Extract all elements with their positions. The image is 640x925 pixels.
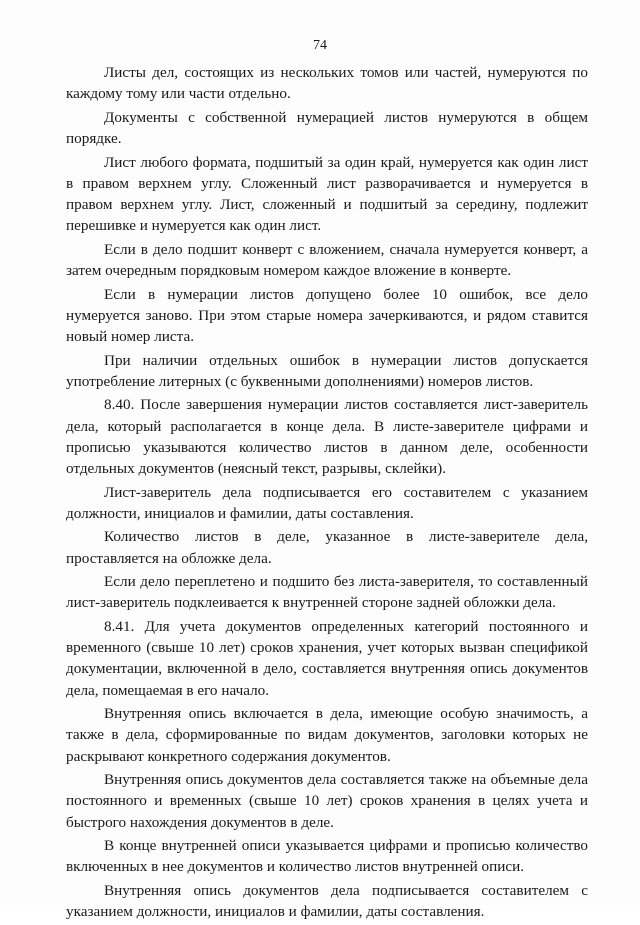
paragraph: Количество листов в деле, указанное в листе-заверителе дела, проставляется на обложке дела. bbox=[66, 528, 588, 567]
paragraph: 8.40. После завершения нумерации листов составляется лист-заверитель дела, который располагается в конце дела. В листе-заверителе цифрами и прописью указываются количество листов в данном деле, особенности отдельных документов (неясный текст, разрывы, склейки). bbox=[66, 396, 588, 477]
paragraph: В конце внутренней описи указывается цифрами и прописью количество включенных в нее документов и количество листов внутренней описи. bbox=[66, 837, 588, 876]
paragraph: Внутренняя опись документов дела составляется также на объемные дела постоянного и временных (свыше 10 лет) сроков хранения в целях учета и быстрого нахождения документов в деле. bbox=[66, 771, 588, 831]
paragraph: Если в нумерации листов допущено более 10 ошибок, все дело нумеруется заново. При этом старые номера зачеркиваются, и рядом ставится новый номер листа. bbox=[66, 285, 588, 345]
paragraph: Если в дело подшит конверт с вложением, сначала нумеруется конверт, а затем очередным порядковым номером каждое вложение в конверте. bbox=[66, 240, 588, 279]
paragraph: Если дело переплетено и подшито без листа-заверителя, то составленный лист-заверитель подклеивается к внутренней стороне задней обложки дела. bbox=[66, 573, 588, 612]
page-number: 74 bbox=[313, 38, 327, 53]
document-body bbox=[66, 62, 588, 925]
paragraph: При наличии отдельных ошибок в нумерации листов допускается употребление литерных (с буквенными дополнениями) номеров листов. bbox=[66, 351, 588, 390]
paragraph: Внутренняя опись включается в дела, имеющие особую значимость, а также в дела, сформированные по видам документов, заголовки которых не раскрывают конкретного содержания документов. bbox=[66, 705, 588, 765]
paragraph: Документы с собственной нумерацией листов нумеруются в общем порядке. bbox=[66, 108, 588, 147]
paragraph: 8.41. Для учета документов определенных категорий постоянного и временного (свыше 10 лет) сроков хранения, учет которых вызван спецификой документации, включенной в дело, составляется внутренняя опись документов дела, помещаемая в его начало. bbox=[66, 617, 588, 699]
paragraph: Внутренняя опись документов дела подписывается составителем с указанием должности, инициалов и фамилии, даты составления. bbox=[66, 881, 588, 921]
paragraph: Лист любого формата, подшитый за один край, нумеруется как один лист в правом верхнем углу. Сложенный лист разворачивается и нумеруется в правом верхнем углу. Лист, сложенный и подшитый за середину, подлежит перешивке и нумеруется как один лист. bbox=[66, 153, 588, 235]
paragraph: Листы дел, состоящих из нескольких томов или частей, нумеруются по каждому тому или части отдельно. bbox=[66, 64, 588, 103]
paragraph: Лист-заверитель дела подписывается его составителем с указанием должности, инициалов и фамилии, даты составления. bbox=[66, 483, 588, 522]
